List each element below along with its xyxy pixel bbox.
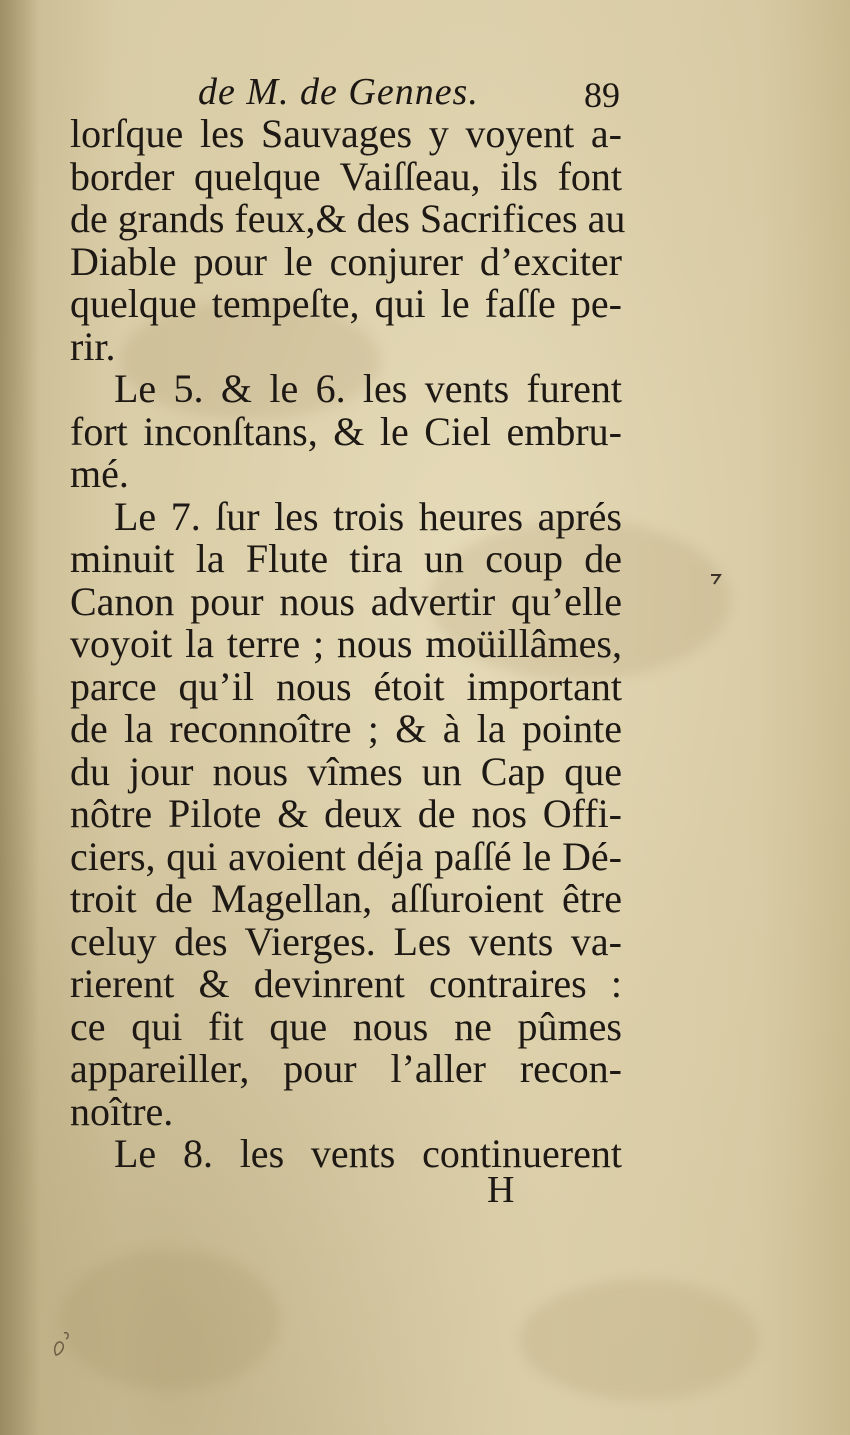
text-line: celuy des Vierges. Les vents va- [70, 918, 622, 964]
text-line: noître. [70, 1088, 174, 1134]
paper-stain [520, 1280, 760, 1400]
text-line: Diable pour le conjurer d’exciter [70, 238, 622, 284]
text-line: Canon pour nous advertir qu’elle [70, 578, 622, 624]
gutter-shadow [0, 0, 40, 1435]
text-line: appareiller, pour l’aller recon- [70, 1046, 622, 1091]
text-line: parce qu’il nous étoit important [70, 663, 622, 709]
text-line: Le 7. ſur les trois heures aprés [114, 493, 622, 539]
text-line: voyoit la terre ; nous moüillâmes, [70, 621, 622, 666]
text-line: troit de Magellan, aſſuroient être [70, 876, 622, 921]
signature-mark: H [487, 1169, 515, 1211]
text-line: ce qui fit que nous ne pûmes [70, 1003, 622, 1049]
text-line: ciers, qui avoient déja paſſé le Dé- [70, 833, 622, 879]
text-line: de grands feux,& des Sacrifices au [70, 196, 626, 241]
text-line: rierent & devinrent contraires : [70, 961, 622, 1006]
paper-stain [60, 1250, 280, 1390]
text-line: nôtre Pilote & deux de nos Offi- [70, 791, 622, 836]
page-number: 89 [584, 75, 620, 115]
text-line: Le 5. & le 6. les vents furent [114, 366, 622, 411]
text-line: border quelque Vaiſſeau, ils font [70, 153, 622, 199]
text-line: rir. [70, 323, 116, 369]
text-line: mé. [70, 451, 129, 496]
text-line: minuit la Flute tira un coup de [70, 536, 622, 581]
text-line: lorſque les Sauvages y voyent a- [70, 111, 622, 156]
text-line: de la reconnoître ; & à la pointe [70, 706, 622, 751]
text-line: fort inconſtans, & le Ciel embru- [70, 408, 622, 454]
text-line: du jour nous vîmes un Cap que [70, 748, 622, 794]
ink-speck [48, 1325, 78, 1365]
running-title: de M. de Gennes. [198, 71, 479, 113]
ink-speck [708, 570, 724, 590]
body-text [70, 111, 626, 1176]
text-line: Le 8. les vents continuerent [114, 1131, 622, 1176]
text-line: quelque tempeſte, qui le faſſe pe- [70, 281, 622, 326]
